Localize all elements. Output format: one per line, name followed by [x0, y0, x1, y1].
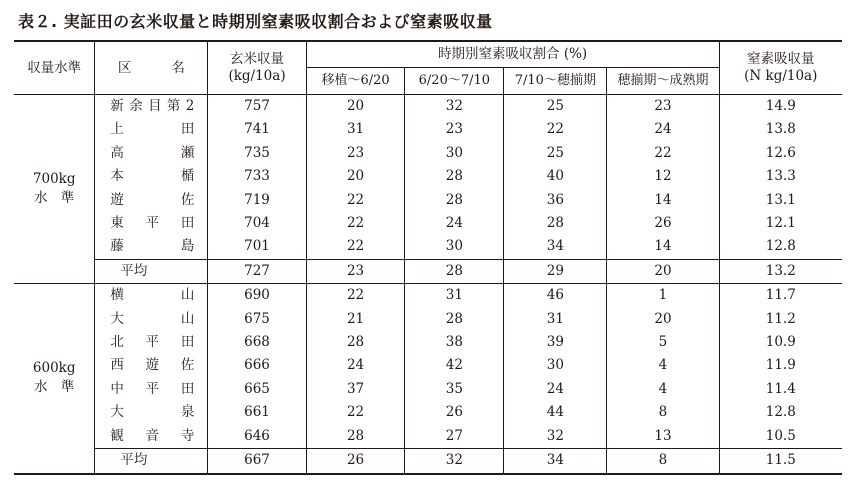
cell-p4: 13 — [607, 425, 719, 449]
cell-yield: 665 — [208, 378, 306, 401]
cell-p3: 28 — [504, 212, 607, 235]
cell-p2: 32 — [405, 95, 504, 119]
level-label: 水 準 — [33, 379, 75, 396]
cell-n: 11.9 — [719, 354, 842, 377]
cell-p1: 28 — [306, 425, 405, 449]
district-name-chars — [95, 284, 207, 307]
district-char: 本 — [110, 168, 124, 185]
cell-p1: 23 — [306, 142, 405, 165]
district-char: 寺 — [180, 427, 195, 444]
cell-n: 12.6 — [719, 142, 842, 165]
cell-p1: 31 — [306, 118, 405, 141]
header-district-char: 区 — [117, 59, 132, 76]
cell-p2: 24 — [405, 212, 504, 235]
cell-p4: 20 — [607, 308, 719, 331]
district-char: 西 — [110, 357, 124, 374]
cell-p4: 26 — [607, 212, 719, 235]
district-name — [95, 284, 208, 308]
cell-yield: 668 — [208, 331, 306, 354]
cell-p3: 31 — [504, 308, 607, 331]
cell-p1: 28 — [306, 331, 405, 354]
district-char: 上 — [110, 121, 124, 138]
district-char: 余 — [129, 98, 143, 114]
district-char: 藤 — [110, 238, 124, 255]
level-label: 700kg — [32, 171, 76, 188]
district-name-chars — [95, 95, 207, 118]
cell-p2: 30 — [405, 235, 504, 259]
cell-p2: 28 — [405, 308, 504, 331]
cell-yield: 704 — [208, 212, 306, 235]
district-name-chars — [95, 165, 207, 188]
cell-p3: 46 — [504, 284, 607, 308]
cell-p4: 24 — [607, 118, 719, 141]
table-row — [14, 118, 842, 141]
table-row — [14, 142, 842, 165]
cell-p4: 1 — [607, 284, 719, 308]
header-district-char: 名 — [171, 59, 185, 76]
level-cell — [14, 95, 95, 284]
district-char: 中 — [110, 380, 124, 397]
level-cell — [14, 284, 95, 474]
district-name-chars — [95, 354, 207, 377]
header-period: 穂揃期〜成熟期 — [607, 68, 719, 95]
average-yield: 667 — [208, 449, 306, 474]
district-name-chars — [95, 235, 207, 258]
district-char: 楯 — [180, 168, 195, 185]
district-char: 遊 — [110, 191, 124, 208]
cell-yield: 646 — [208, 425, 306, 449]
cell-p1: 22 — [306, 212, 405, 235]
cell-p3: 30 — [504, 354, 607, 377]
district-char: 高 — [110, 144, 124, 161]
cell-yield: 675 — [208, 308, 306, 331]
cell-p3: 44 — [504, 401, 607, 424]
cell-n: 13.8 — [719, 118, 842, 141]
district-char: 佐 — [180, 191, 195, 208]
cell-p2: 42 — [405, 354, 504, 377]
district-char: 大 — [110, 310, 124, 327]
cell-p1: 22 — [306, 401, 405, 424]
cell-p4: 5 — [607, 331, 719, 354]
district-char: 第 — [166, 98, 181, 114]
district-char: 佐 — [180, 357, 195, 374]
cell-yield: 719 — [208, 189, 306, 212]
cell-p4: 14 — [607, 189, 719, 212]
district-name — [95, 308, 208, 331]
header-yield — [208, 41, 306, 95]
district-name-chars — [95, 142, 207, 165]
cell-p1: 22 — [306, 189, 405, 212]
cell-p2: 31 — [405, 284, 504, 308]
table-title: 表２. 実証田の玄米収量と時期別窒素吸収割合および窒素吸収量 — [18, 12, 493, 31]
table-row — [14, 212, 842, 235]
district-char: 田 — [180, 215, 195, 232]
district-char: 田 — [180, 380, 195, 397]
average-p3: 29 — [504, 259, 607, 283]
average-p4: 20 — [607, 259, 719, 283]
district-char: 山 — [180, 287, 195, 304]
district-name-chars — [95, 118, 207, 141]
cell-yield: 701 — [208, 235, 306, 259]
district-char: 新 — [110, 98, 124, 114]
cell-p4: 4 — [607, 378, 719, 401]
header-period: 7/10〜穂揃期 — [504, 68, 607, 95]
cell-p2: 35 — [405, 378, 504, 401]
header-level: 収量水準 — [14, 41, 95, 95]
table-row — [14, 95, 842, 119]
cell-p2: 27 — [405, 425, 504, 449]
table-row — [14, 354, 842, 377]
district-name — [95, 331, 208, 354]
average-char: 均 — [133, 262, 148, 279]
cell-p4: 8 — [607, 401, 719, 424]
header-ratio-group: 時期別窒素吸収割合 (%) — [306, 41, 719, 68]
district-name — [95, 165, 208, 188]
table-row — [14, 165, 842, 188]
cell-p1: 24 — [306, 354, 405, 377]
cell-p3: 25 — [504, 95, 607, 119]
cell-p3: 36 — [504, 189, 607, 212]
average-p4: 8 — [607, 449, 719, 474]
table-row — [14, 284, 842, 308]
header-yield-label: 玄米収量 — [230, 51, 285, 67]
cell-yield: 733 — [208, 165, 306, 188]
average-p1: 23 — [306, 259, 405, 283]
header-uptake — [719, 41, 842, 95]
cell-n: 14.9 — [719, 95, 842, 119]
average-row — [14, 259, 842, 283]
cell-yield: 666 — [208, 354, 306, 377]
district-name — [95, 378, 208, 401]
cell-n: 12.8 — [719, 235, 842, 259]
average-row — [14, 449, 842, 474]
cell-n: 13.1 — [719, 189, 842, 212]
district-name-chars — [95, 378, 207, 401]
district-char: 田 — [180, 121, 195, 138]
district-char: 平 — [145, 334, 160, 351]
level-label: 水 準 — [33, 190, 75, 207]
district-char: 泉 — [180, 404, 195, 421]
cell-yield: 661 — [208, 401, 306, 424]
district-char: 目 — [148, 98, 162, 114]
cell-p4: 22 — [607, 142, 719, 165]
district-char: 横 — [110, 287, 124, 304]
district-name — [95, 189, 208, 212]
district-name — [95, 401, 208, 424]
average-p1: 26 — [306, 449, 405, 474]
cell-n: 12.8 — [719, 401, 842, 424]
district-char: 瀬 — [180, 144, 195, 161]
district-name-chars — [95, 425, 207, 448]
cell-p3: 39 — [504, 331, 607, 354]
district-name — [95, 235, 208, 259]
cell-n: 11.2 — [719, 308, 842, 331]
average-label-chars — [95, 449, 207, 472]
district-name-chars — [95, 331, 207, 354]
cell-p2: 23 — [405, 118, 504, 141]
average-char: 均 — [133, 452, 148, 469]
table-row — [14, 378, 842, 401]
table-row — [14, 189, 842, 212]
cell-p3: 22 — [504, 118, 607, 141]
district-name-chars — [95, 401, 207, 424]
district-name — [95, 425, 208, 449]
district-name-chars — [95, 212, 207, 235]
table-row — [14, 425, 842, 449]
cell-n: 10.5 — [719, 425, 842, 449]
cell-p4: 14 — [607, 235, 719, 259]
district-name-chars — [95, 189, 207, 212]
average-label-chars — [95, 260, 207, 283]
cell-n: 11.4 — [719, 378, 842, 401]
cell-p3: 25 — [504, 142, 607, 165]
district-char: 平 — [145, 215, 160, 232]
cell-n: 12.1 — [719, 212, 842, 235]
average-label — [95, 259, 208, 283]
average-p3: 34 — [504, 449, 607, 474]
average-p2: 28 — [405, 259, 504, 283]
district-char: 2 — [185, 98, 195, 114]
district-char: 島 — [180, 238, 195, 255]
cell-p1: 21 — [306, 308, 405, 331]
header-uptake-unit: (N kg/10a) — [744, 68, 818, 84]
cell-p1: 37 — [306, 378, 405, 401]
table-row — [14, 308, 842, 331]
header-yield-unit: (kg/10a) — [228, 68, 286, 84]
district-char: 東 — [110, 215, 124, 232]
cell-yield: 690 — [208, 284, 306, 308]
cell-p3: 32 — [504, 425, 607, 449]
cell-p3: 40 — [504, 165, 607, 188]
district-char: 観 — [110, 427, 124, 444]
average-char: 平 — [120, 262, 134, 279]
district-char: 遊 — [145, 357, 160, 374]
average-p2: 32 — [405, 449, 504, 474]
district-char: 山 — [180, 310, 195, 327]
cell-p3: 34 — [504, 235, 607, 259]
cell-n: 13.3 — [719, 165, 842, 188]
cell-p2: 28 — [405, 165, 504, 188]
table-row — [14, 235, 842, 259]
cell-p1: 22 — [306, 284, 405, 308]
cell-p4: 12 — [607, 165, 719, 188]
cell-yield: 735 — [208, 142, 306, 165]
district-name-chars — [95, 308, 207, 331]
cell-p1: 20 — [306, 165, 405, 188]
cell-yield: 741 — [208, 118, 306, 141]
header-period: 6/20〜7/10 — [405, 68, 504, 95]
district-name — [95, 142, 208, 165]
average-yield: 727 — [208, 259, 306, 283]
average-label — [95, 449, 208, 474]
table-row — [14, 401, 842, 424]
average-char: 平 — [120, 452, 134, 469]
district-name — [95, 95, 208, 119]
header-period: 移植〜6/20 — [306, 68, 405, 95]
cell-p2: 26 — [405, 401, 504, 424]
table-row — [14, 331, 842, 354]
district-char: 音 — [145, 427, 160, 444]
cell-p1: 20 — [306, 95, 405, 119]
average-n: 11.5 — [719, 449, 842, 474]
yield-nitrogen-table — [14, 40, 842, 475]
cell-p2: 38 — [405, 331, 504, 354]
district-char: 平 — [145, 380, 160, 397]
cell-p3: 24 — [504, 378, 607, 401]
cell-p2: 28 — [405, 189, 504, 212]
cell-n: 11.7 — [719, 284, 842, 308]
cell-yield: 757 — [208, 95, 306, 119]
cell-p2: 30 — [405, 142, 504, 165]
header-uptake-label: 窒素吸収量 — [747, 51, 815, 67]
district-name — [95, 118, 208, 141]
district-char: 大 — [110, 404, 124, 421]
district-name — [95, 212, 208, 235]
district-name — [95, 354, 208, 377]
average-n: 13.2 — [719, 259, 842, 283]
level-label: 600kg — [32, 360, 76, 377]
cell-p4: 4 — [607, 354, 719, 377]
district-char: 北 — [110, 334, 124, 351]
header-district — [95, 41, 208, 95]
cell-n: 10.9 — [719, 331, 842, 354]
district-char: 田 — [180, 334, 195, 351]
cell-p4: 23 — [607, 95, 719, 119]
cell-p1: 22 — [306, 235, 405, 259]
